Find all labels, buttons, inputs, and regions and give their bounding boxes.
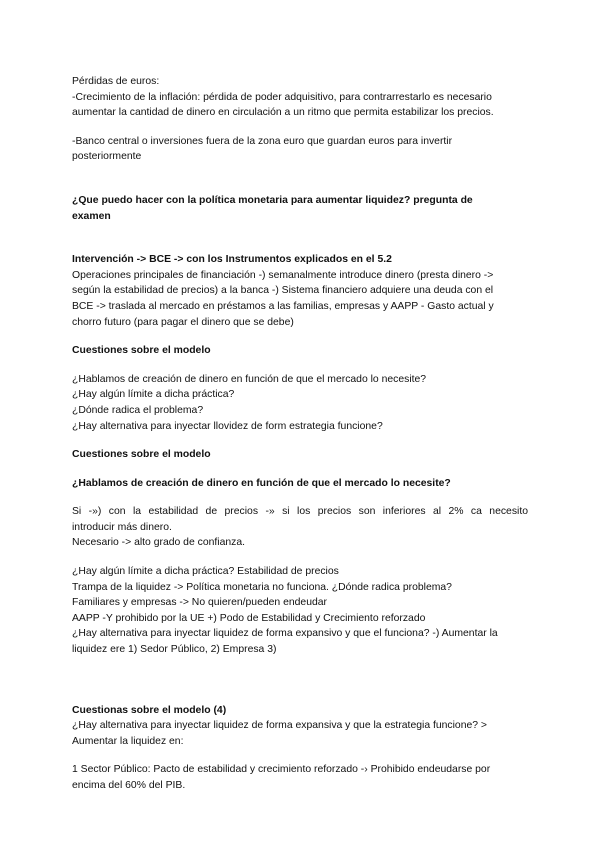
model-4-line-4: encima del 60% del PIB. — [72, 780, 186, 791]
model-4-line-2: Aumentar la liquidez en: — [72, 735, 184, 747]
spacer — [72, 434, 528, 447]
answer-line-3: Necesario -> alto grado de confianza. — [72, 537, 245, 549]
answer-line-1: Si -») con la estabilidad de precios -» si los precios son inferiores al 2% ca necesito — [72, 506, 528, 518]
intervention-heading: Intervención -> BCE -> con los Instrumentos explicados en el 5.2 — [72, 254, 392, 266]
limit-line-6: liquidez ere 1) Sedor Público, 2) Empresa 3) — [72, 644, 277, 656]
intervention-line-1: Operaciones principales de financiación -) semanalmente introduce dinero (presta dinero -> — [72, 269, 494, 281]
limit-line-2: Trampa de la liquidez -> Política monetaria no funciona. ¿Dónde radica problema? — [72, 581, 452, 593]
spacer — [72, 491, 528, 504]
exam-question-line-1: ¿Que puedo hacer con la política monetaria para aumentar liquidez? pregunta de — [72, 194, 473, 206]
central-bank-line-1: -Banco central o inversiones fuera de la zona euro que guardan euros para invertir — [72, 135, 453, 147]
intervention-line-2: según la estabilidad de precios) a la banca -) Sistema financiero adquiere una deuda con el — [72, 285, 494, 297]
spacer — [72, 658, 528, 703]
model-questions-heading: Cuestiones sobre el modelo — [72, 345, 211, 357]
losses-heading: Pérdidas de euros: — [72, 76, 160, 87]
spacer — [72, 330, 528, 343]
model-question-4: ¿Hay alternativa para inyectar llovidez de form estrategia funcione? — [72, 420, 383, 432]
model-questions-heading-2: Cuestiones sobre el modelo — [72, 449, 211, 461]
limit-line-3: Familiares y empresas -> No quieren/pueden endeudar — [72, 597, 328, 609]
central-bank-line-2: posteriormente — [72, 151, 142, 163]
spacer — [72, 463, 528, 476]
answer-line-2: introducir más dinero. — [72, 521, 172, 533]
limit-line-5: ¿Hay alternativa para inyectar liquidez de forma expansivo y que el funciona? -) Aumentar la — [72, 628, 498, 640]
model-question-3: ¿Dónde radica el problema? — [72, 404, 204, 416]
inflation-line-1: -Crecimiento de la inflación: pérdida de poder adquisitivo, para contrarrestarlo es necesario — [72, 91, 492, 103]
spacer — [72, 359, 528, 372]
money-creation-question: ¿Hablamos de creación de dinero en función de que el mercado lo necesite? — [72, 477, 451, 489]
model-question-1: ¿Hablamos de creación de dinero en función de que el mercado lo necesite? — [72, 373, 427, 385]
limit-line-4: AAPP -Y prohibido por la UE +) Podo de Estabilidad y Crecimiento reforzado — [72, 612, 426, 624]
model-questions-4-heading: Cuestionas sobre el modelo (4) — [72, 704, 227, 716]
exam-question-line-2: examen — [72, 210, 111, 222]
spacer — [72, 551, 528, 564]
document-page — [72, 74, 528, 794]
intervention-line-4: chorro futuro (para pagar el dinero que se debe) — [72, 316, 294, 328]
model-question-2: ¿Hay algún límite a dicha práctica? — [72, 389, 235, 401]
spacer — [72, 749, 528, 762]
inflation-line-2: aumentar la cantidad de dinero en circulación a un ritmo que permita estabilizar los precios. — [72, 107, 494, 119]
spacer — [72, 121, 528, 134]
spacer — [72, 224, 528, 252]
limit-line-1: ¿Hay algún límite a dicha práctica? Estabilidad de precios — [72, 566, 339, 578]
model-4-line-3: 1 Sector Público: Pacto de estabilidad y crecimiento reforzado -› Prohibido endeudarse por — [72, 764, 491, 776]
model-4-line-1: ¿Hay alternativa para inyectar liquidez de forma expansiva y que la estrategia funcione? > — [72, 720, 487, 732]
intervention-line-3: BCE -> traslada al mercado en préstamos a las familias, empresas y AAPP - Gasto actual y — [72, 300, 494, 312]
spacer — [72, 165, 528, 193]
